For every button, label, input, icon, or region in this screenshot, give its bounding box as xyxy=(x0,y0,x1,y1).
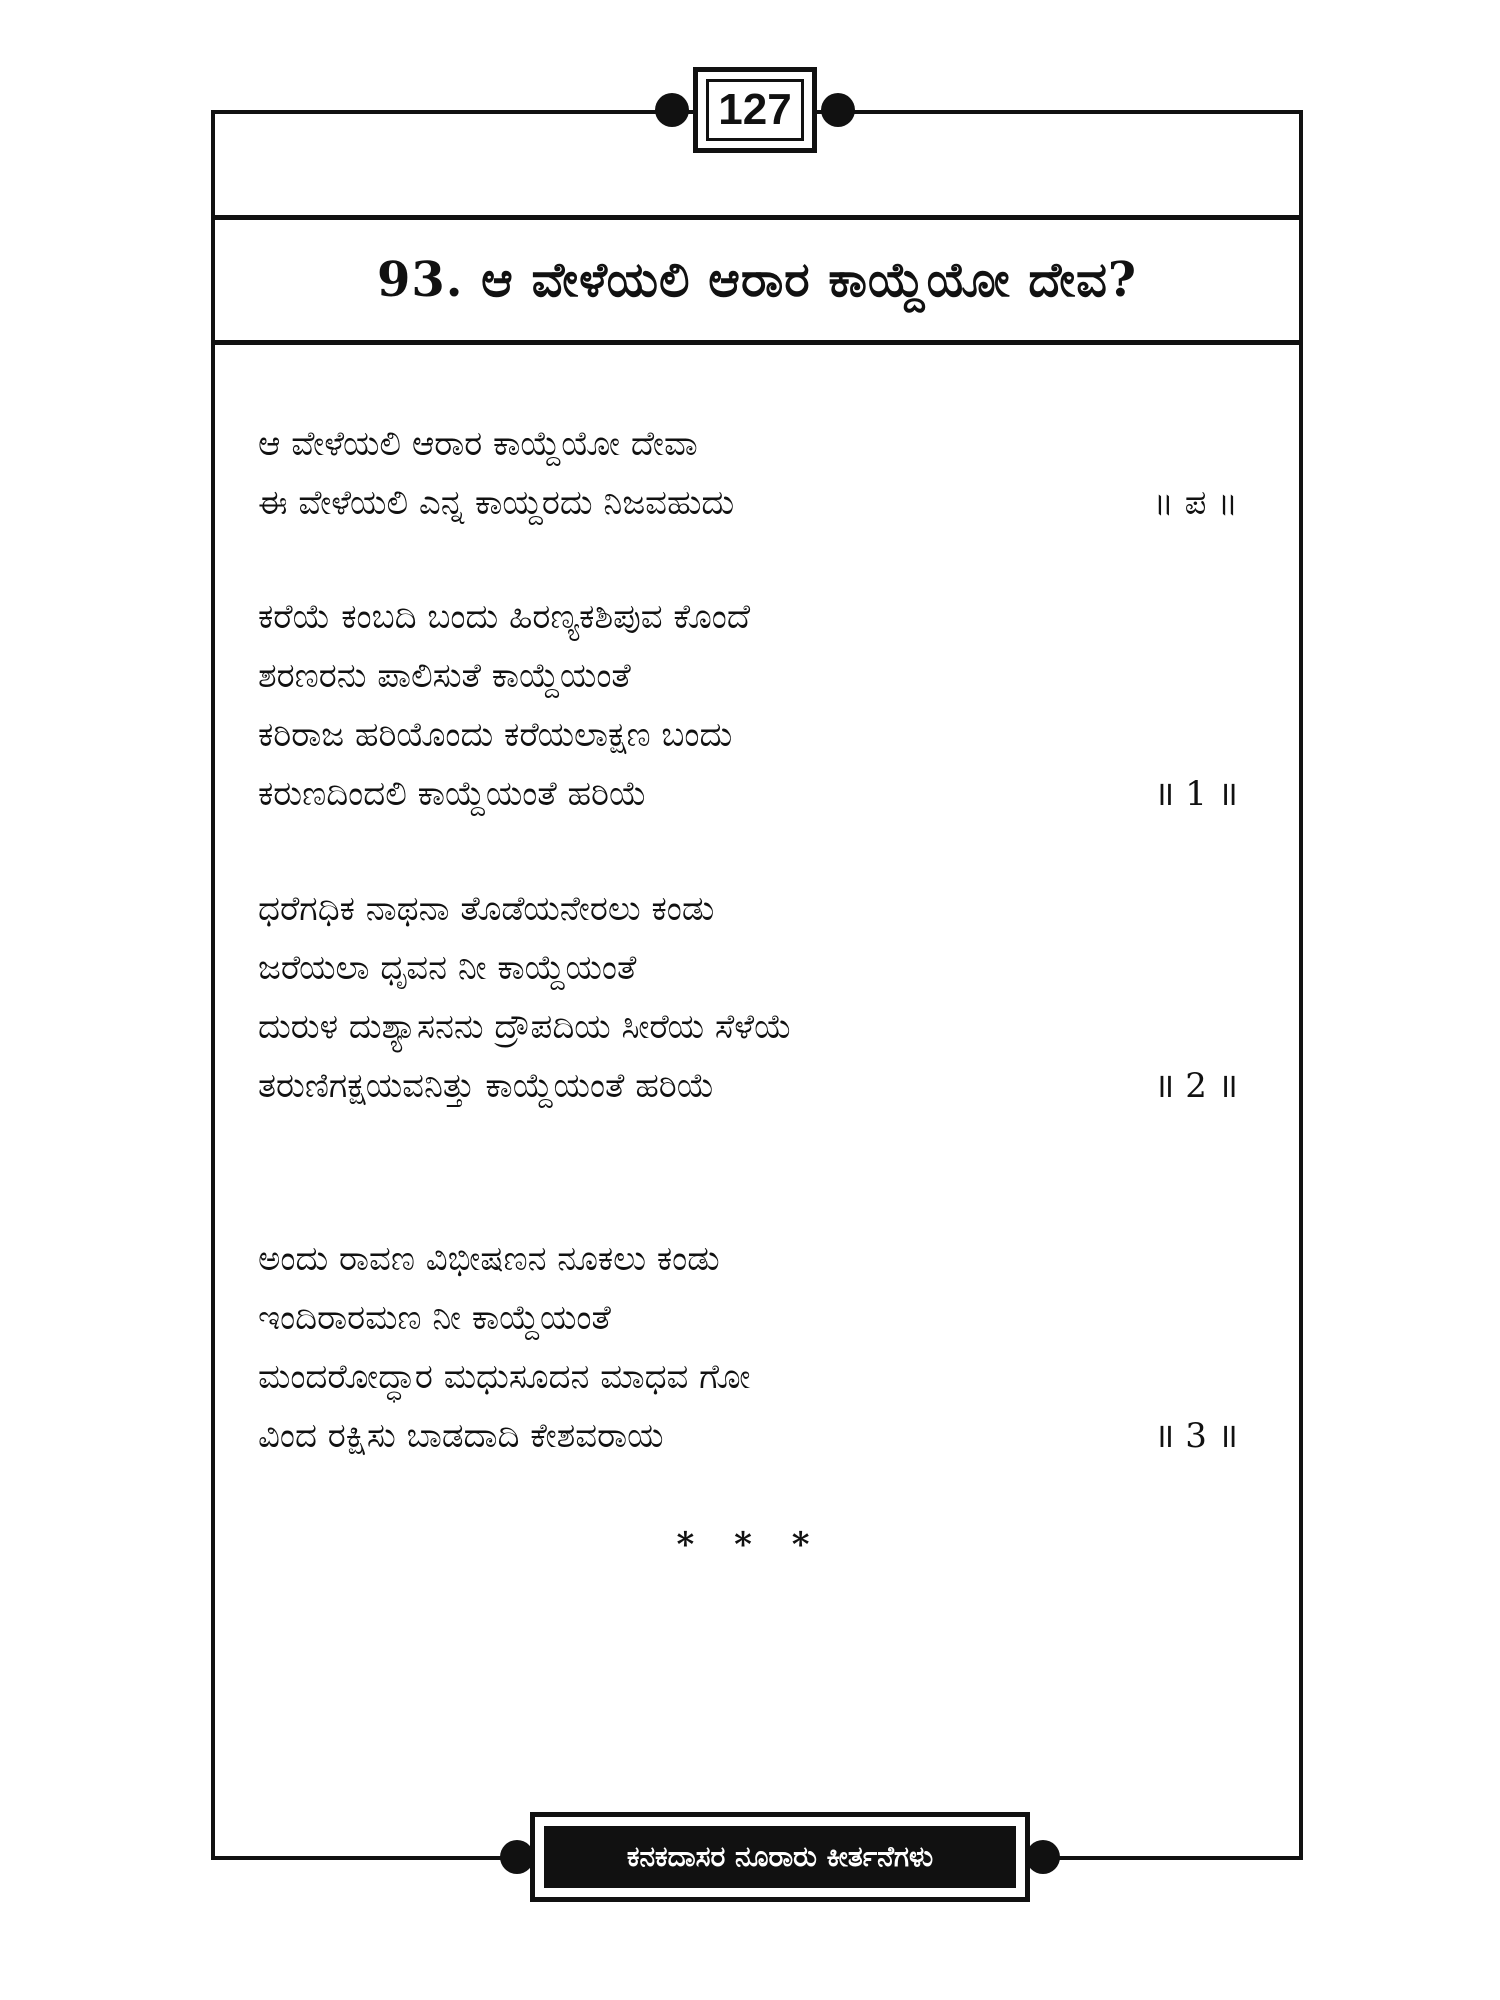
footer-badge xyxy=(500,1812,1060,1902)
ornament-dot-icon xyxy=(500,1840,534,1874)
verse-line: ಕರಿರಾಜ ಹರಿಯೊಂದು ಕರೆಯಲಾಕ್ಷಣ ಬಂದು xyxy=(258,715,733,755)
verse-line: ಧರೆಗಧಿಕ ನಾಥನಾ ತೊಡೆಯನೇರಲು ಕಂಡು xyxy=(258,889,715,929)
ornament-dot-icon xyxy=(655,93,689,127)
verse-line: ದುರುಳ ದುಶ್ಯಾಸನನು ದ್ರೌಪದಿಯ ಸೀರೆಯ ಸೆಳೆಯೆ xyxy=(258,1007,792,1047)
title-box xyxy=(211,215,1303,345)
ornament-dot-icon xyxy=(1026,1840,1060,1874)
verse-line: ಮಂದರೋದ್ಧಾರ ಮಧುಸೂದನ ಮಾಧವ ಗೋ xyxy=(258,1357,751,1397)
verse-line: ತರುಣಿಗಕ್ಷಯವನಿತ್ತು ಕಾಯ್ದೆಯಂತೆ ಹರಿಯೆ ॥ 2 ॥ xyxy=(258,1057,1238,1116)
stanza-3 xyxy=(258,1230,1238,1466)
page-number-outer-box xyxy=(693,67,817,153)
book-title-footer: ಕನಕದಾಸರ ನೂರಾರು ಕೀರ್ತನೆಗಳು xyxy=(544,1826,1016,1888)
verse-line: ವಿಂದ ರಕ್ಷಿಸು ಬಾಡದಾದಿ ಕೇಶವರಾಯ ॥ 3 ॥ xyxy=(258,1407,1238,1466)
stanza-marker: ॥ 1 ॥ xyxy=(1154,774,1238,814)
ornament-dot-icon xyxy=(821,93,855,127)
verse-line: ಇಂದಿರಾರಮಣ ನೀ ಕಾಯ್ದೆಯಂತೆ xyxy=(258,1298,611,1338)
verse-line: ಶರಣರನು ಪಾಲಿಸುತೆ ಕಾಯ್ದೆಯಂತೆ xyxy=(258,656,631,696)
page-number-badge xyxy=(655,63,855,157)
stanza-marker: ॥ ಪ ॥ xyxy=(1153,483,1238,523)
verse-line: ಆ ವೇಳೆಯಲಿ ಆರಾರ ಕಾಯ್ದೆಯೋ ದೇವಾ xyxy=(258,424,698,464)
stanza-1 xyxy=(258,588,1238,824)
verse-line: ಈ ವೇಳೆಯಲಿ ಎನ್ನ ಕಾಯ್ದರದು ನಿಜವಹುದು ॥ ಪ ॥ xyxy=(258,474,1238,533)
verse-line: ಕರುಣದಿಂದಲಿ ಕಾಯ್ದೆಯಂತೆ ಹರಿಯೆ ॥ 1 ॥ xyxy=(258,765,1238,824)
stanza-2 xyxy=(258,880,1238,1116)
footer-outer-box xyxy=(530,1812,1030,1902)
verse-line: ಅಂದು ರಾವಣ ವಿಭೀಷಣನ ನೂಕಲು ಕಂಡು xyxy=(258,1239,720,1279)
song-title: 93. ಆ ವೇಳೆಯಲಿ ಆರಾರ ಕಾಯ್ದೆಯೋ ದೇವ? xyxy=(376,251,1138,308)
page-number: 127 xyxy=(706,79,804,141)
verse-line: ಜರೆಯಲಾ ಧೃವನ ನೀ ಕಾಯ್ದೆಯಂತೆ xyxy=(258,948,637,988)
verse-line: ಕರೆಯೆ ಕಂಬದಿ ಬಂದು ಹಿರಣ್ಯಕಶಿಪುವ ಕೊಂದೆ xyxy=(258,597,751,637)
stanza-marker: ॥ 2 ॥ xyxy=(1154,1066,1238,1106)
end-mark: * * * xyxy=(676,1525,824,1565)
stanza-marker: ॥ 3 ॥ xyxy=(1154,1416,1238,1456)
stanza-refrain xyxy=(258,415,1238,533)
